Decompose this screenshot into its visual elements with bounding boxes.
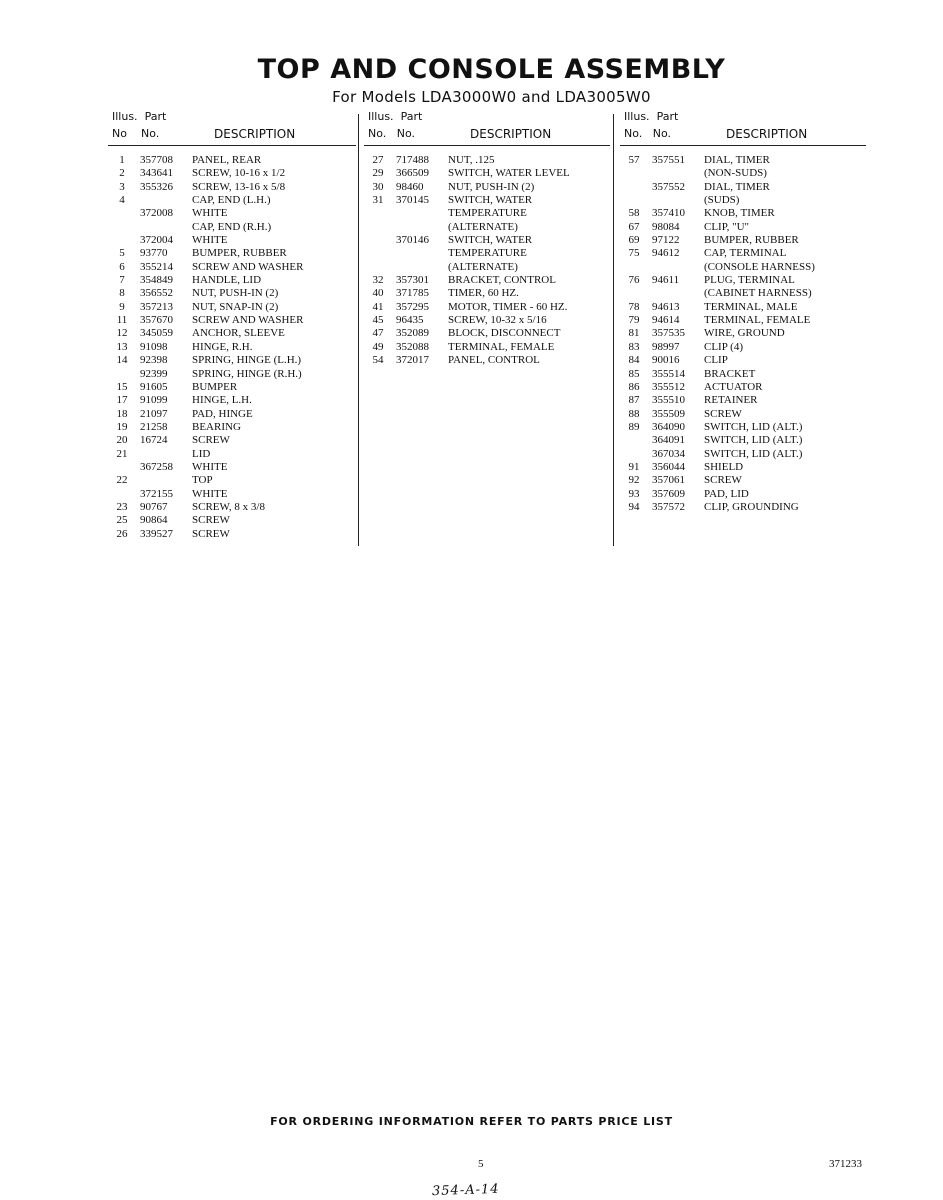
part-number: 352089 [396, 327, 429, 340]
illus-number: 81 [628, 327, 640, 340]
part-row [624, 327, 866, 340]
parts-column-3 [624, 110, 866, 513]
part-number: 345059 [140, 327, 173, 340]
part-number: 367258 [140, 460, 173, 473]
part-number: 366509 [396, 167, 429, 180]
part-row [112, 287, 356, 300]
illus-number: 26 [116, 527, 128, 540]
part-description: PAD, LID [704, 487, 749, 500]
part-description: NUT, SNAP-IN (2) [192, 300, 279, 313]
part-number: 364091 [652, 434, 685, 447]
illus-number: 11 [116, 314, 128, 327]
illus-number: 58 [628, 207, 640, 220]
illus-number: 76 [628, 274, 640, 287]
part-row [624, 421, 866, 434]
part-row [624, 354, 866, 367]
part-description: SCREW, 10-32 x 5/16 [448, 314, 547, 327]
part-row [368, 261, 610, 274]
part-row [624, 181, 866, 194]
illus-number: 94 [628, 500, 640, 513]
illus-number: 14 [116, 354, 128, 367]
part-number: 357213 [140, 300, 173, 313]
header-illus-part: Illus. Part [112, 110, 167, 123]
part-number: 717488 [396, 154, 429, 166]
part-row [368, 247, 610, 260]
part-row [112, 528, 356, 541]
part-row [368, 327, 610, 340]
part-description: RETAINER [704, 394, 758, 407]
part-description: MOTOR, TIMER - 60 HZ. [448, 300, 568, 313]
part-description: SWITCH, WATER [448, 194, 533, 207]
part-description: BUMPER [192, 380, 238, 393]
part-row [624, 341, 866, 354]
part-row [112, 154, 356, 167]
illus-number: 40 [372, 287, 384, 300]
part-number: 355509 [652, 407, 685, 420]
part-row [112, 421, 356, 434]
part-description: CAP, TERMINAL [704, 247, 787, 260]
illus-number: 5 [119, 247, 125, 260]
part-row [368, 194, 610, 207]
part-row [624, 234, 866, 247]
header-rule [108, 145, 356, 146]
illus-number: 12 [116, 327, 128, 340]
part-number: 92398 [140, 354, 168, 367]
part-row [368, 301, 610, 314]
part-row [112, 474, 356, 487]
part-number: 367034 [652, 447, 685, 460]
illus-number: 47 [372, 327, 384, 340]
part-description: SCREW, 10-16 x 1/2 [192, 167, 286, 180]
part-description: SWITCH, LID (ALT.) [704, 447, 803, 460]
part-description: BRACKET [704, 367, 756, 380]
illus-number: 41 [372, 300, 384, 313]
part-number: 372004 [140, 234, 173, 247]
part-row [112, 194, 356, 207]
part-description: SCREW [192, 434, 230, 447]
part-description: SCREW AND WASHER [192, 314, 304, 327]
part-number: 91098 [140, 340, 168, 353]
part-description: BEARING [192, 420, 241, 433]
part-row [368, 314, 610, 327]
part-row [112, 368, 356, 381]
part-description: (CABINET HARNESS) [704, 287, 812, 300]
part-number: 371785 [396, 287, 429, 300]
column-header [624, 110, 866, 144]
part-row [112, 207, 356, 220]
part-number: 93770 [140, 247, 168, 260]
part-number: 355214 [140, 260, 173, 273]
illus-number: 86 [628, 380, 640, 393]
part-row [112, 394, 356, 407]
part-row [624, 154, 866, 167]
part-description: TEMPERATURE [448, 247, 527, 260]
part-number: 339527 [140, 527, 173, 540]
header-rule [364, 145, 610, 146]
part-description: LID [192, 447, 211, 460]
illus-number: 1 [119, 154, 125, 166]
illus-number: 15 [116, 380, 128, 393]
part-description: BUMPER, RUBBER [704, 234, 799, 247]
part-description: SCREW [192, 527, 230, 540]
illus-number: 2 [119, 167, 125, 180]
part-row [112, 341, 356, 354]
illus-number: 20 [116, 434, 128, 447]
part-row [624, 247, 866, 260]
part-row [112, 301, 356, 314]
part-description: HANDLE, LID [192, 274, 262, 287]
illus-number: 27 [372, 154, 384, 166]
part-row [112, 261, 356, 274]
illus-number: 29 [372, 167, 384, 180]
part-description: SCREW [192, 514, 230, 527]
part-row [112, 274, 356, 287]
part-description: SHIELD [704, 460, 744, 473]
part-description: CLIP, GROUNDING [704, 500, 799, 513]
part-description: NUT, .125 [448, 154, 495, 166]
part-description: SPRING, HINGE (L.H.) [192, 354, 302, 367]
part-row [624, 301, 866, 314]
part-number: 96435 [396, 314, 424, 327]
part-description: DIAL, TIMER [704, 154, 770, 166]
part-number: 90767 [140, 500, 168, 513]
part-row [368, 287, 610, 300]
header-no: No. No. [624, 127, 672, 140]
part-row [112, 514, 356, 527]
illus-number: 18 [116, 407, 128, 420]
part-row [624, 474, 866, 487]
part-row [624, 287, 866, 300]
part-row [624, 194, 866, 207]
part-number: 370145 [396, 194, 429, 207]
part-number: 352088 [396, 340, 429, 353]
illus-number: 85 [628, 367, 640, 380]
parts-rows [368, 154, 610, 368]
part-row [112, 448, 356, 461]
part-number: 91099 [140, 394, 168, 407]
header-rule [620, 145, 866, 146]
part-description: TIMER, 60 HZ. [448, 287, 519, 300]
part-row [368, 207, 610, 220]
part-row [112, 314, 356, 327]
part-description: SCREW [704, 407, 742, 420]
part-row [112, 354, 356, 367]
part-description: TERMINAL, FEMALE [704, 314, 811, 327]
illus-number: 78 [628, 300, 640, 313]
part-row [624, 461, 866, 474]
part-description: SWITCH, WATER [448, 234, 533, 247]
illus-number: 4 [119, 194, 125, 207]
part-row [624, 207, 866, 220]
part-number: 370146 [396, 234, 429, 247]
part-row [624, 274, 866, 287]
part-description: NUT, PUSH-IN (2) [448, 180, 535, 193]
part-row [624, 408, 866, 421]
illus-number: 93 [628, 487, 640, 500]
parts-rows [624, 154, 866, 514]
part-description: BLOCK, DISCONNECT [448, 327, 561, 340]
illus-number: 32 [372, 274, 384, 287]
illus-number: 25 [116, 514, 128, 527]
illus-number: 23 [116, 500, 128, 513]
illus-number: 7 [119, 274, 125, 287]
part-description: WHITE [192, 487, 228, 500]
part-number: 357552 [652, 180, 685, 193]
part-description: PANEL, REAR [192, 154, 262, 166]
part-row [368, 341, 610, 354]
part-description: TERMINAL, FEMALE [448, 340, 555, 353]
part-number: 364090 [652, 420, 685, 433]
part-description: (CONSOLE HARNESS) [704, 260, 815, 273]
illus-number: 57 [628, 154, 640, 166]
part-row [624, 501, 866, 514]
header-description: DESCRIPTION [214, 127, 296, 141]
header-no: No No. [112, 127, 160, 140]
part-row [624, 448, 866, 461]
part-number: 372155 [140, 487, 173, 500]
part-row [368, 181, 610, 194]
part-description: TEMPERATURE [448, 207, 527, 220]
part-description: ACTUATOR [704, 380, 763, 393]
handwritten-note: 354-A-14 [431, 1181, 500, 1200]
illus-number: 83 [628, 340, 640, 353]
part-description: BRACKET, CONTROL [448, 274, 556, 287]
parts-column-1 [112, 110, 356, 540]
illus-number: 87 [628, 394, 640, 407]
illus-number: 88 [628, 407, 640, 420]
part-number: 357572 [652, 500, 685, 513]
part-row [368, 154, 610, 167]
part-number: 357609 [652, 487, 685, 500]
part-row [112, 408, 356, 421]
illus-number: 75 [628, 247, 640, 260]
part-row [624, 381, 866, 394]
column-divider [613, 114, 614, 546]
part-description: (ALTERNATE) [448, 220, 518, 233]
illus-number: 54 [372, 354, 384, 367]
parts-column-2 [368, 110, 610, 367]
page-title: TOP AND CONSOLE ASSEMBLY [257, 54, 726, 85]
illus-number: 89 [628, 420, 640, 433]
part-description: BUMPER, RUBBER [192, 247, 287, 260]
parts-rows [112, 154, 356, 541]
column-header [368, 110, 610, 144]
part-number: 94612 [652, 247, 680, 260]
part-row [112, 488, 356, 501]
illus-number: 30 [372, 180, 384, 193]
header-illus-part: Illus. Part [368, 110, 423, 123]
part-row [112, 461, 356, 474]
illus-number: 79 [628, 314, 640, 327]
part-number: 357295 [396, 300, 429, 313]
part-description: HINGE, L.H. [192, 394, 252, 407]
part-row [624, 221, 866, 234]
part-description: SCREW [704, 474, 742, 487]
header-illus-part: Illus. Part [624, 110, 679, 123]
part-description: DIAL, TIMER [704, 180, 770, 193]
part-number: 372008 [140, 207, 173, 220]
part-number: 92399 [140, 367, 168, 380]
header-no: No. No. [368, 127, 416, 140]
part-description: (NON-SUDS) [704, 167, 767, 180]
illus-number: 13 [116, 340, 128, 353]
part-number: 94613 [652, 300, 680, 313]
illus-number: 69 [628, 234, 640, 247]
part-row [368, 274, 610, 287]
part-row [112, 381, 356, 394]
illus-number: 84 [628, 354, 640, 367]
part-row [624, 261, 866, 274]
document-number: 371233 [829, 1158, 862, 1170]
part-number: 357670 [140, 314, 173, 327]
part-description: SWITCH, WATER LEVEL [448, 167, 570, 180]
part-row [112, 434, 356, 447]
part-description: SCREW AND WASHER [192, 260, 304, 273]
part-row [624, 434, 866, 447]
part-description: WHITE [192, 234, 228, 247]
ordering-footer: FOR ORDERING INFORMATION REFER TO PARTS PRICE LIST [270, 1115, 673, 1128]
page-number: 5 [478, 1158, 484, 1170]
illus-number: 8 [119, 287, 125, 300]
part-number: 90016 [652, 354, 680, 367]
part-description: SWITCH, LID (ALT.) [704, 420, 803, 433]
part-number: 16724 [140, 434, 168, 447]
part-row [368, 221, 610, 234]
part-row [368, 234, 610, 247]
part-number: 355510 [652, 394, 685, 407]
part-number: 94611 [652, 274, 680, 287]
illus-number: 3 [119, 180, 125, 193]
illus-number: 22 [116, 474, 128, 487]
header-description: DESCRIPTION [470, 127, 552, 141]
part-row [368, 354, 610, 367]
part-number: 357061 [652, 474, 685, 487]
illus-number: 45 [372, 314, 384, 327]
illus-number: 31 [372, 194, 384, 207]
part-row [112, 501, 356, 514]
illus-number: 67 [628, 220, 640, 233]
part-number: 355514 [652, 367, 685, 380]
part-description: WHITE [192, 460, 228, 473]
part-description: CAP, END (L.H.) [192, 194, 271, 207]
illus-number: 6 [119, 260, 125, 273]
part-row [112, 181, 356, 194]
part-number: 98997 [652, 340, 680, 353]
part-row [624, 167, 866, 180]
part-description: SCREW, 8 x 3/8 [192, 500, 265, 513]
part-row [112, 167, 356, 180]
part-description: TERMINAL, MALE [704, 300, 798, 313]
part-number: 355512 [652, 380, 685, 393]
illus-number: 19 [116, 420, 128, 433]
part-description: (ALTERNATE) [448, 260, 518, 273]
part-description: CLIP (4) [704, 340, 744, 353]
part-row [112, 247, 356, 260]
illus-number: 21 [116, 447, 128, 460]
part-description: CLIP, "U" [704, 220, 750, 233]
part-number: 357535 [652, 327, 685, 340]
part-description: WIRE, GROUND [704, 327, 785, 340]
part-description: (SUDS) [704, 194, 740, 207]
part-number: 94614 [652, 314, 680, 327]
part-number: 356044 [652, 460, 685, 473]
column-divider [358, 114, 359, 546]
part-description: PLUG, TERMINAL [704, 274, 795, 287]
illus-number: 49 [372, 340, 384, 353]
header-description: DESCRIPTION [726, 127, 808, 141]
part-description: SPRING, HINGE (R.H.) [192, 367, 302, 380]
part-number: 357410 [652, 207, 685, 220]
illus-number: 9 [119, 300, 125, 313]
part-number: 21258 [140, 420, 168, 433]
part-number: 357708 [140, 154, 173, 166]
part-row [624, 368, 866, 381]
part-description: PANEL, CONTROL [448, 354, 540, 367]
part-row [624, 314, 866, 327]
part-row [112, 327, 356, 340]
part-number: 357551 [652, 154, 685, 166]
part-row [112, 221, 356, 234]
part-number: 91605 [140, 380, 168, 393]
part-description: WHITE [192, 207, 228, 220]
part-number: 98084 [652, 220, 680, 233]
part-row [368, 167, 610, 180]
part-number: 356552 [140, 287, 173, 300]
part-description: CLIP [704, 354, 728, 367]
part-number: 357301 [396, 274, 429, 287]
part-number: 343641 [140, 167, 173, 180]
column-header [112, 110, 356, 144]
illus-number: 17 [116, 394, 128, 407]
part-description: ANCHOR, SLEEVE [192, 327, 285, 340]
part-description: SWITCH, LID (ALT.) [704, 434, 803, 447]
part-row [624, 394, 866, 407]
part-number: 355326 [140, 180, 173, 193]
illus-number: 91 [628, 460, 640, 473]
part-number: 90864 [140, 514, 168, 527]
part-description: NUT, PUSH-IN (2) [192, 287, 279, 300]
illus-number: 92 [628, 474, 640, 487]
part-number: 354849 [140, 274, 173, 287]
part-description: TOP [192, 474, 213, 487]
part-description: HINGE, R.H. [192, 340, 253, 353]
part-row [624, 488, 866, 501]
part-description: SCREW, 13-16 x 5/8 [192, 180, 286, 193]
page-subtitle: For Models LDA3000W0 and LDA3005W0 [332, 88, 651, 106]
part-description: KNOB, TIMER [704, 207, 775, 220]
part-description: CAP, END (R.H.) [192, 220, 272, 233]
part-description: PAD, HINGE [192, 407, 253, 420]
part-number: 21097 [140, 407, 168, 420]
part-number: 97122 [652, 234, 680, 247]
part-number: 372017 [396, 354, 429, 367]
part-number: 98460 [396, 180, 424, 193]
part-row [112, 234, 356, 247]
